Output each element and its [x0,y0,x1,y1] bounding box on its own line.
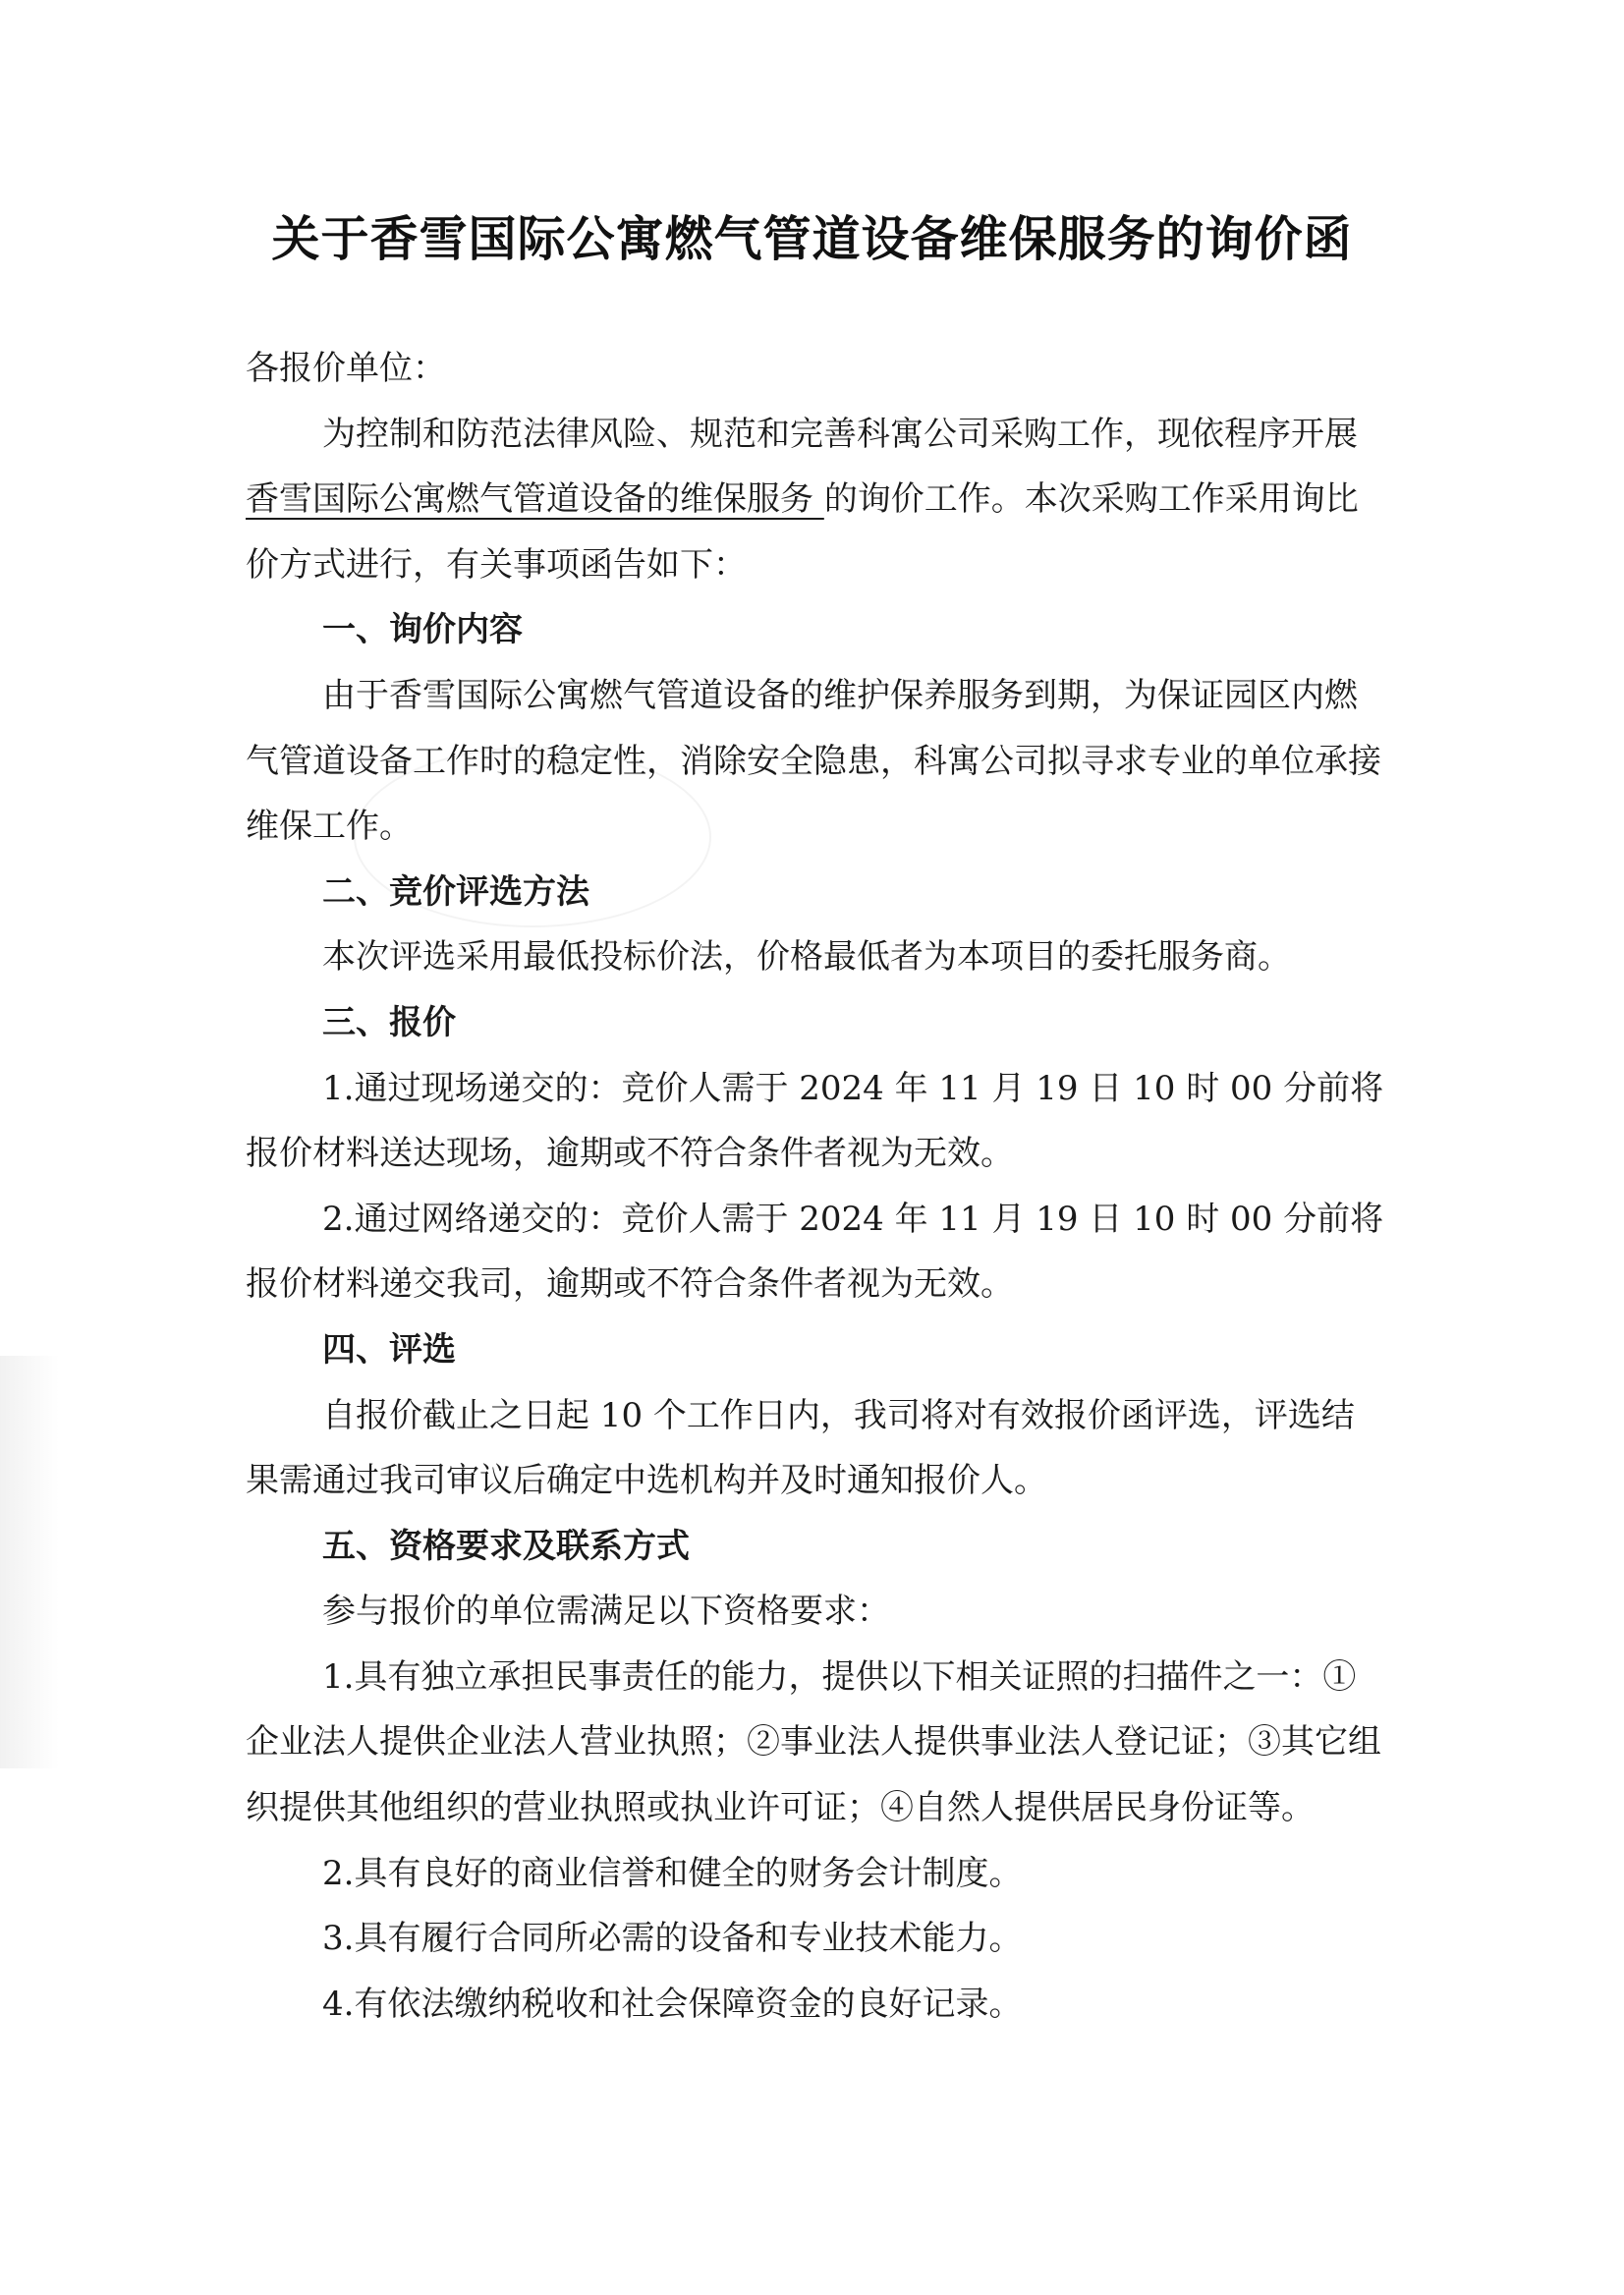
section-2-paragraph-1: 本次评选采用最低投标价法，价格最低者为本项目的委托服务商。 [322,937,1291,978]
section-1-paragraph-1: 由于香雪国际公寓燃气管道设备的维护保养服务到期，为保证园区内燃气管道设备工作时的稳定性，消除安全隐患，科寓公司拟寻求专业的单位承接维保工作。 [246,675,1381,847]
section-heading-2: 二、竞价评选方法 [322,871,589,912]
document-body [246,336,1385,2037]
intro-before: 为控制和防范法律风险、规范和完善科寓公司采购工作，现依程序开展 [322,414,1358,454]
section-3-paragraph-1: 1.通过现场递交的：竞价人需于 2024 年 11 月 19 日 10 时 00 分前将报价材料送达现场，逾期或不符合条件者视为无效。 [246,1068,1384,1174]
section-heading-4: 四、评选 [322,1329,456,1370]
intro-paragraph [246,402,1385,598]
section-3-paragraph-2: 2.通过网络递交的：竞价人需于 2024 年 11 月 19 日 10 时 00 分前将报价材料递交我司，逾期或不符合条件者视为无效。 [246,1199,1384,1305]
section-5-paragraph-4: 3.具有履行合同所必需的设备和专业技术能力。 [322,1919,1023,1959]
section-heading-5: 五、资格要求及联系方式 [322,1526,690,1566]
section-heading-1: 一、询价内容 [322,610,523,650]
section-5-paragraph-3: 2.具有良好的商业信誉和健全的财务会计制度。 [322,1853,1023,1893]
intro-after: 的询价工作。本次采购工作采用询比价方式进行，有关事项函告如下： [246,479,1359,585]
section-5-paragraph-1: 参与报价的单位需满足以下资格要求： [322,1592,890,1632]
salutation: 各报价单位： [246,349,446,388]
section-5-paragraph-5: 4.有依法缴纳税收和社会保障资金的良好记录。 [322,1984,1023,2024]
section-heading-3: 三、报价 [322,1002,456,1042]
intro-underlined-project: 香雪国际公寓燃气管道设备的维保服务 [246,479,824,520]
section-4-paragraph-1: 自报价截止之日起 10 个工作日内，我司将对有效报价函评选，评选结果需通过我司审议后确定中选机构并及时通知报价人。 [246,1395,1355,1501]
scan-edge-mark [0,1356,59,1768]
section-5-paragraph-2: 1.具有独立承担民事责任的能力，提供以下相关证照的扫描件之一：①企业法人提供企业法人营业执照；②事业法人提供事业法人登记证；③其它组织提供其他组织的营业执照或执业许可证；④自然人提供居民身份证等。 [246,1656,1381,1828]
document-title: 关于香雪国际公寓燃气管道设备维保服务的询价函 [271,211,1353,267]
